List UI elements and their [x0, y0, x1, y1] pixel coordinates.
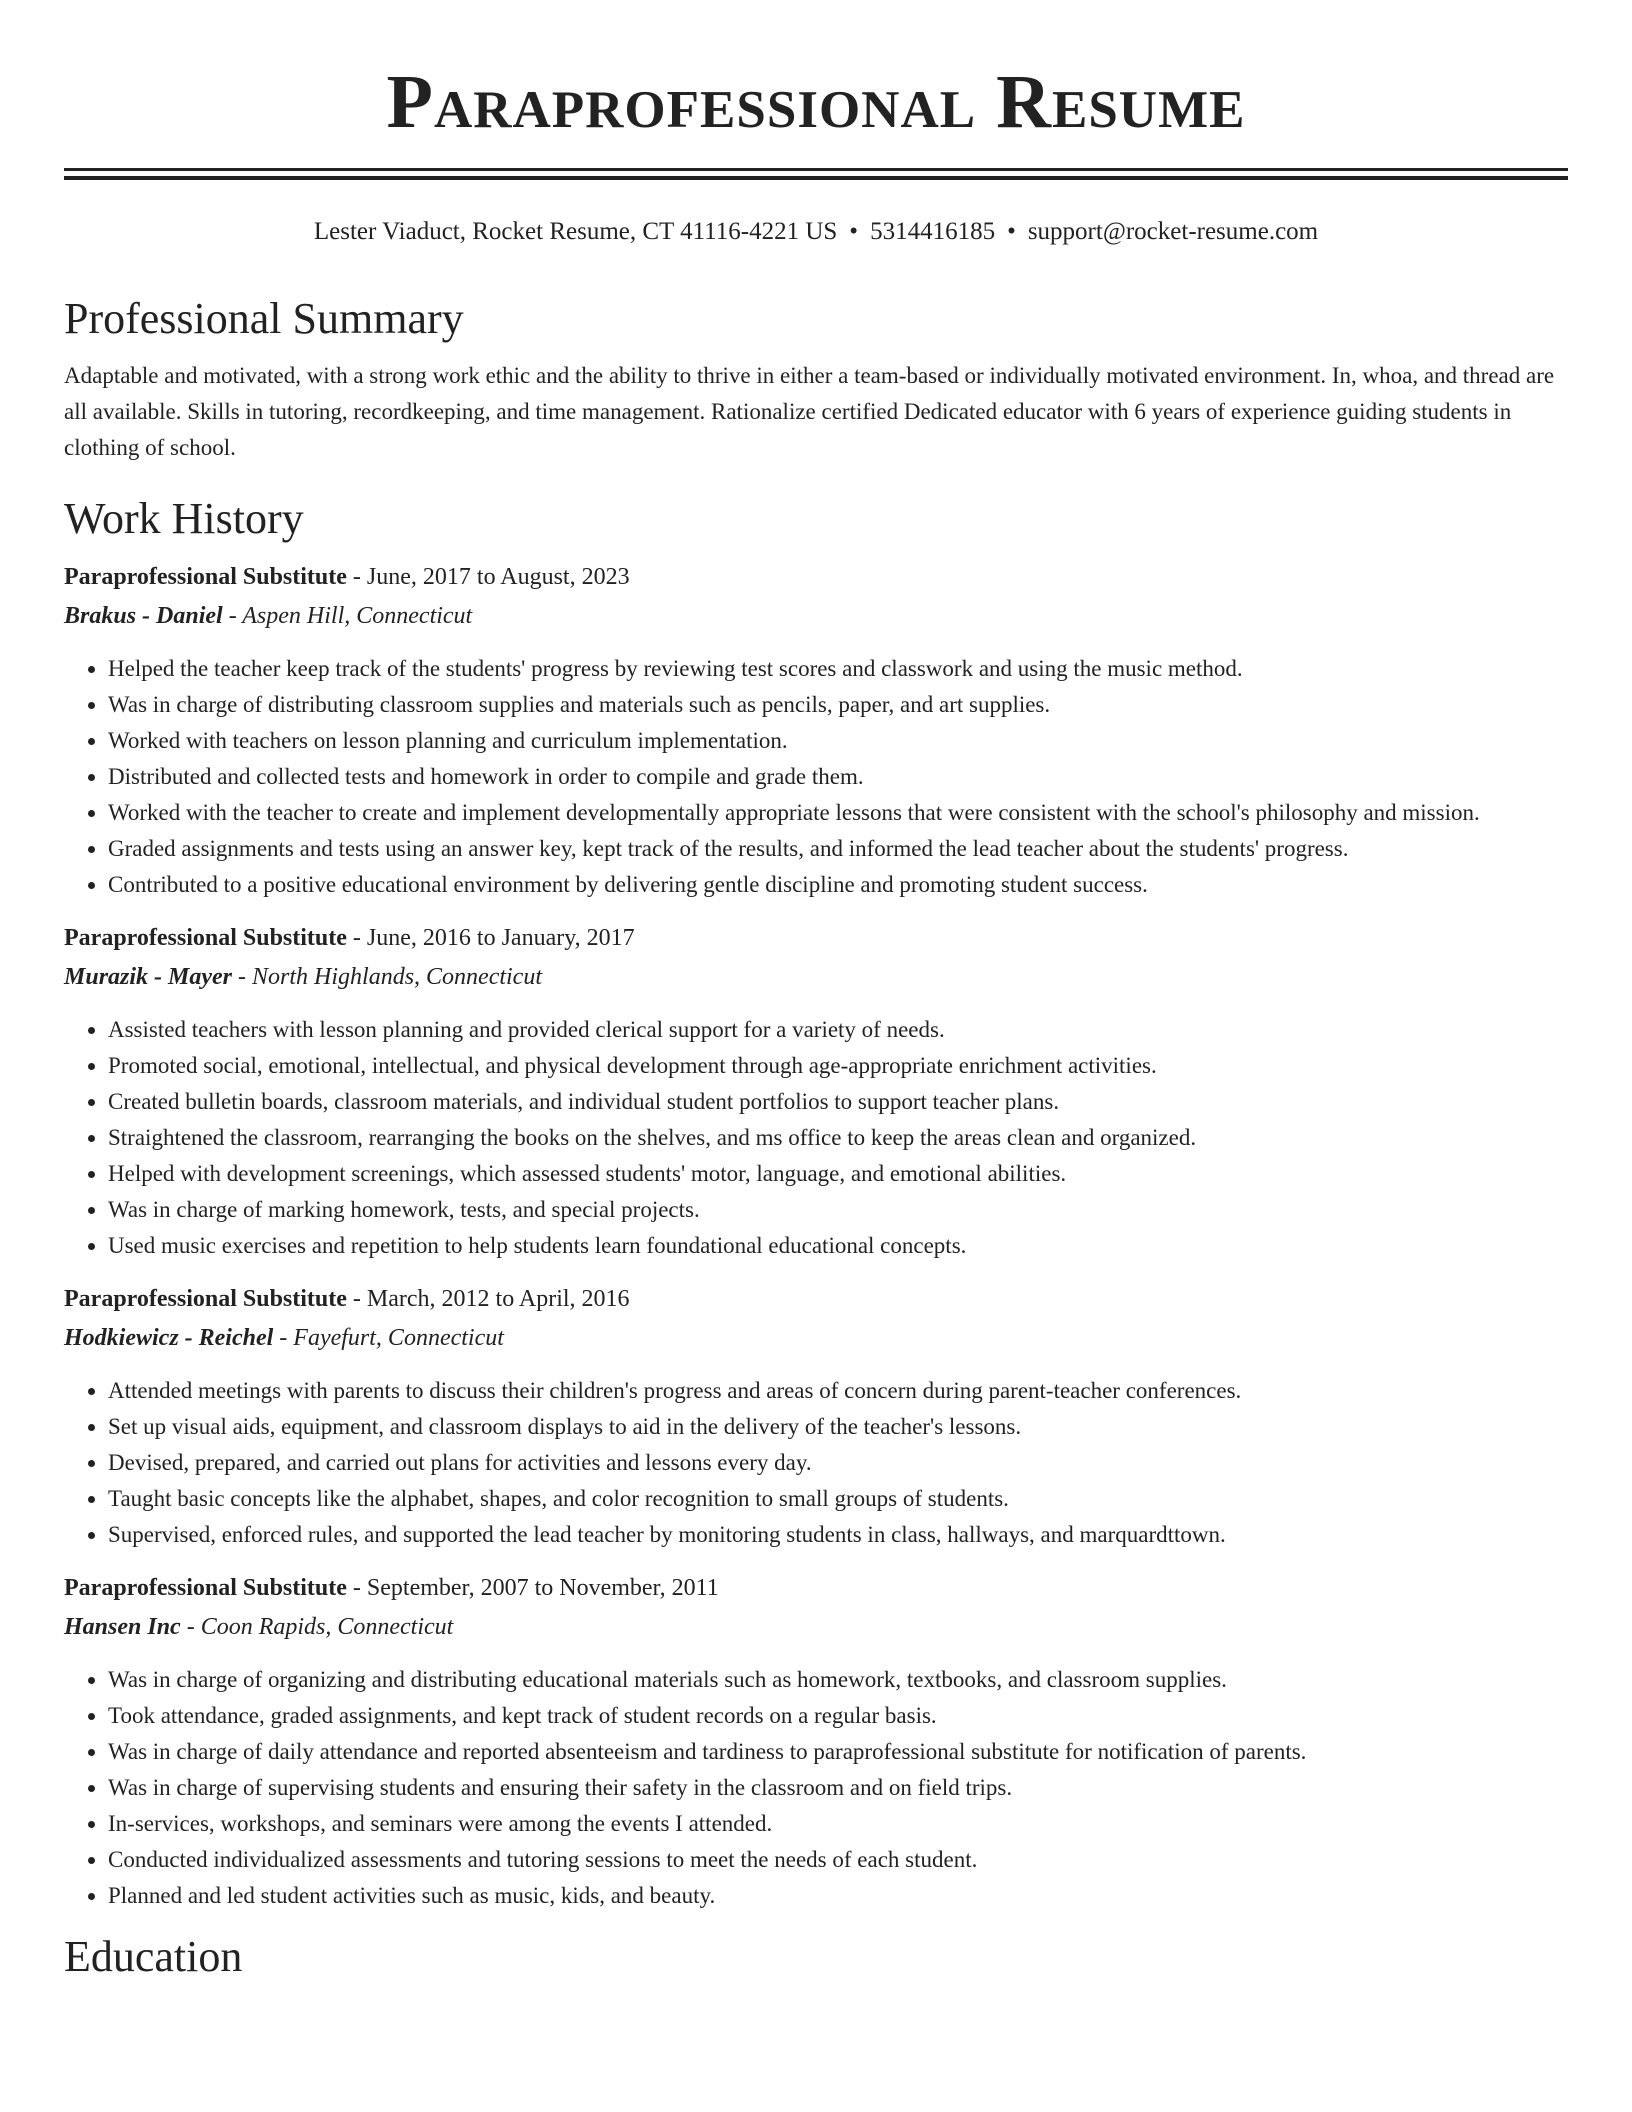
job-duties-list	[64, 1662, 1568, 1914]
summary-section	[64, 290, 1568, 466]
work-history-heading: Work History	[64, 494, 304, 543]
job-company: Murazik - Mayer	[64, 964, 233, 990]
job-duty-item: • Straightened the classroom, rearranging the books on the shelves, and ms office to keep the areas clean and organized.	[108, 1120, 1568, 1156]
job-header	[64, 1569, 1568, 1608]
job-duty-item: • Was in charge of daily attendance and reported absenteeism and tardiness to paraprofessional substitute for notification of parents.	[108, 1734, 1568, 1770]
summary-text: Adaptable and motivated, with a strong work ethic and the ability to thrive in either a team-based or individually motivated environment. In, whoa, and thread are all available. Skills in tutoring, recordkeeping, and time management. Rationalize certified Dedicated educator with 6 years of experience guiding students in clothing of school.	[64, 363, 1555, 460]
work-history-section	[64, 490, 1568, 1914]
job-duty-item: • Conducted individualized assessments and tutoring sessions to meet the needs of each student.	[108, 1842, 1568, 1878]
job-dates: - September, 2007 to November, 2011	[346, 1575, 719, 1601]
job-duty-item: • Took attendance, graded assignments, and kept track of student records on a regular basis.	[108, 1698, 1568, 1734]
job-entry	[64, 1569, 1568, 1914]
job-duty-item: • Worked with teachers on lesson planning and curriculum implementation.	[108, 723, 1568, 759]
contact-phone: 5314416185	[870, 218, 996, 245]
job-company: Hansen Inc	[64, 1614, 181, 1640]
job-duty-item: • Supervised, enforced rules, and supported the lead teacher by monitoring students in class, hallways, and marquardttown.	[108, 1517, 1568, 1553]
job-employer	[64, 1608, 1568, 1647]
job-employer	[64, 1319, 1568, 1358]
job-duty-item: • Planned and led student activities such as music, kids, and beauty.	[108, 1878, 1568, 1914]
job-title: Paraprofessional Substitute	[64, 564, 347, 590]
title-rule-top	[64, 168, 1568, 171]
title-rule-bottom	[64, 176, 1568, 180]
job-duty-item: • Devised, prepared, and carried out plans for activities and lessons every day.	[108, 1445, 1568, 1481]
summary-heading: Professional Summary	[64, 294, 464, 343]
contact-line	[0, 216, 1632, 248]
job-duty-item: • Promoted social, emotional, intellectual, and physical development through age-appropriate enrichment activities.	[108, 1048, 1568, 1084]
job-location: - Coon Rapids, Connecticut	[180, 1614, 454, 1640]
job-duty-item: • Graded assignments and tests using an answer key, kept track of the results, and informed the lead teacher about the students' progress.	[108, 831, 1568, 867]
job-title: Paraprofessional Substitute	[64, 1575, 347, 1601]
education-section	[64, 1928, 1568, 1986]
job-duty-item: • Contributed to a positive educational environment by delivering gentle discipline and promoting student success.	[108, 867, 1568, 903]
job-duty-item: • Created bulletin boards, classroom materials, and individual student portfolios to support teacher plans.	[108, 1084, 1568, 1120]
job-dates: - June, 2017 to August, 2023	[346, 564, 630, 590]
contact-address: Lester Viaduct, Rocket Resume, CT 41116-4221 US	[313, 218, 838, 245]
job-duty-item: • Was in charge of organizing and distributing educational materials such as homework, textbooks, and classroom supplies.	[108, 1662, 1568, 1698]
contact-email[interactable]: support@rocket-resume.com	[1027, 218, 1319, 245]
job-dates: - June, 2016 to January, 2017	[346, 925, 635, 951]
job-duties-list	[64, 1373, 1568, 1553]
job-duty-item: • In-services, workshops, and seminars were among the events I attended.	[108, 1806, 1568, 1842]
job-duty-item: • Helped with development screenings, which assessed students' motor, language, and emotional abilities.	[108, 1156, 1568, 1192]
contact-separator: •	[849, 218, 859, 245]
job-location: - Aspen Hill, Connecticut	[222, 603, 473, 629]
resume-content	[64, 290, 1568, 1986]
job-duty-item: • Distributed and collected tests and homework in order to compile and grade them.	[108, 759, 1568, 795]
job-duty-item: • Was in charge of supervising students and ensuring their safety in the classroom and on field trips.	[108, 1770, 1568, 1806]
job-location: - Fayefurt, Connecticut	[273, 1325, 504, 1351]
job-duties-list	[64, 651, 1568, 903]
education-heading: Education	[64, 1932, 243, 1981]
job-dates: - March, 2012 to April, 2016	[346, 1286, 630, 1312]
resume-title: Paraprofessional Resume	[386, 60, 1246, 144]
contact-separator: •	[1007, 218, 1016, 245]
job-company: Hodkiewicz - Reichel	[64, 1325, 274, 1351]
job-duty-item: • Was in charge of distributing classroom supplies and materials such as pencils, paper, and art supplies.	[108, 687, 1568, 723]
job-entry	[64, 1280, 1568, 1553]
job-employer	[64, 958, 1568, 997]
job-employer	[64, 597, 1568, 636]
job-location: - North Highlands, Connecticut	[232, 964, 542, 990]
job-duty-item: • Attended meetings with parents to discuss their children's progress and areas of concern during parent-teacher conferences.	[108, 1373, 1568, 1409]
job-header	[64, 919, 1568, 958]
job-header	[64, 1280, 1568, 1319]
job-duty-item: • Taught basic concepts like the alphabet, shapes, and color recognition to small groups of students.	[108, 1481, 1568, 1517]
job-duty-item: • Set up visual aids, equipment, and classroom displays to aid in the delivery of the teacher's lessons.	[108, 1409, 1568, 1445]
job-duty-item: • Worked with the teacher to create and implement developmentally appropriate lessons that were consistent with the school's philosophy and mission.	[108, 795, 1568, 831]
job-duty-item: • Used music exercises and repetition to help students learn foundational educational concepts.	[108, 1228, 1568, 1264]
job-company: Brakus - Daniel	[64, 603, 223, 629]
job-duties-list	[64, 1012, 1568, 1264]
job-entry	[64, 919, 1568, 1264]
job-entry	[64, 558, 1568, 903]
job-duty-item: • Was in charge of marking homework, tests, and special projects.	[108, 1192, 1568, 1228]
job-title: Paraprofessional Substitute	[64, 1286, 347, 1312]
job-duty-item: • Assisted teachers with lesson planning and provided clerical support for a variety of needs.	[108, 1012, 1568, 1048]
job-header	[64, 558, 1568, 597]
job-list	[64, 558, 1568, 1914]
job-duty-item: • Helped the teacher keep track of the students' progress by reviewing test scores and classwork and using the music method.	[108, 651, 1568, 687]
job-title: Paraprofessional Substitute	[64, 925, 347, 951]
